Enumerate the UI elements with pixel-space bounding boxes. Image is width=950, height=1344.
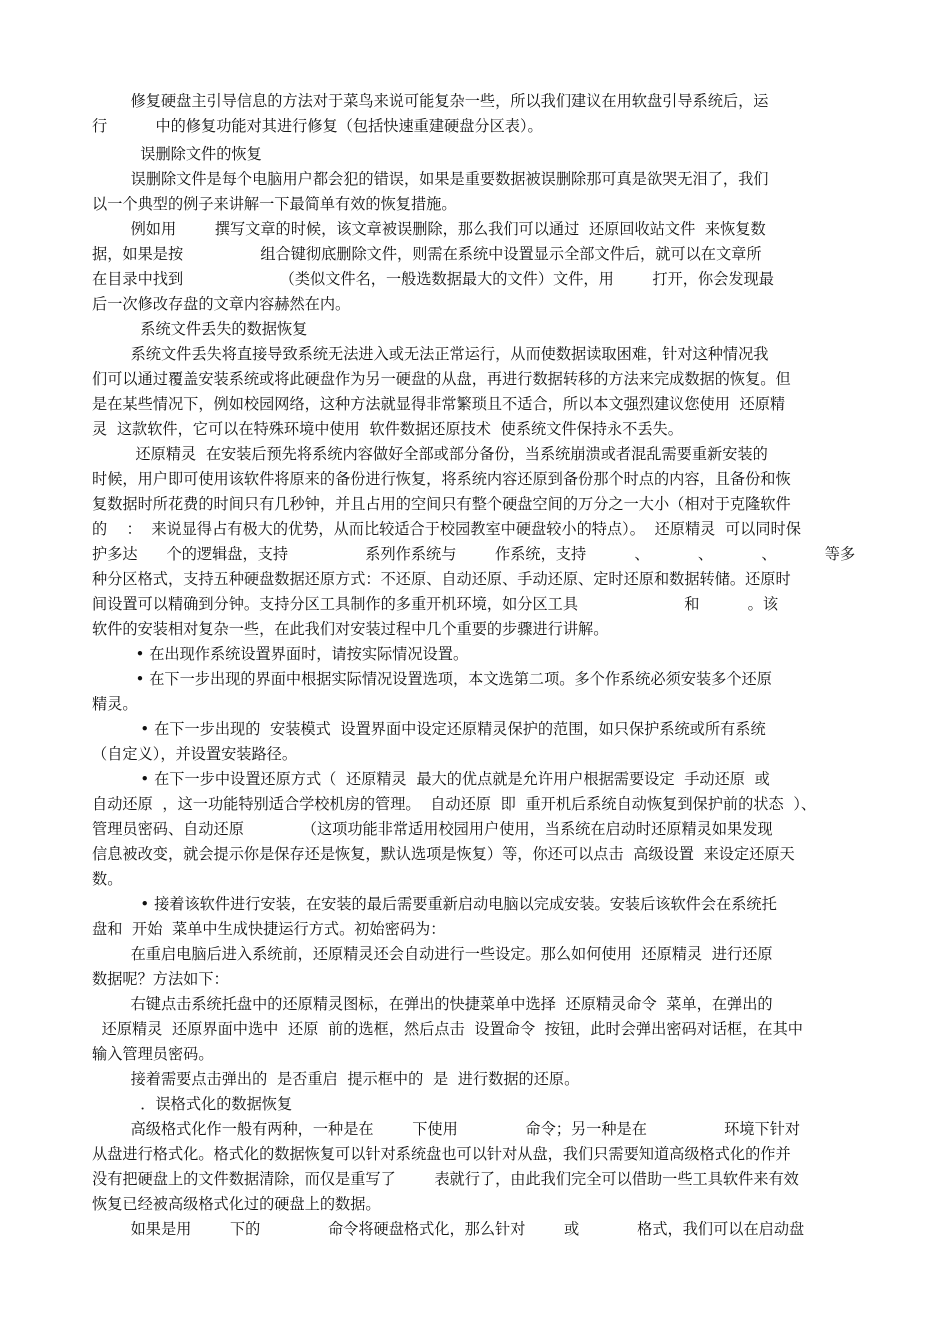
section-heading: 误删除文件的恢复 bbox=[92, 145, 262, 163]
paragraph-line: 护多达 个的逻辑盘，支持 系列作系统与 作系统，支持 、 、 、 等多 bbox=[92, 545, 856, 563]
paragraph-line: 如果是用 下的 命令将硬盘格式化，那么针对 或 格式，我们可以在启动盘 bbox=[92, 1220, 805, 1238]
paragraph-line: 间设置可以精确到分钟。支持分区工具制作的多重开机环境，如分区工具 和 。该 bbox=[92, 595, 779, 613]
paragraph-line: 软件的安装相对复杂一些，在此我们对安装过程中几个重要的步骤进行讲解。 bbox=[92, 620, 609, 638]
paragraph-line: 复数据时所花费的时间只有几秒钟，并且占用的空间只有整个硬盘空间的万分之一大小（相对于克隆软件 bbox=[92, 495, 791, 513]
paragraph-line: 种分区格式，支持五种硬盘数据还原方式：不还原、自动还原、手动还原、定时还原和数据转储。还原时 bbox=[92, 570, 791, 588]
section-heading: ．误格式化的数据恢复 bbox=[92, 1095, 293, 1113]
paragraph-line: 恢复已经被高级格式化过的硬盘上的数据。 bbox=[92, 1195, 381, 1213]
paragraph-line: 误删除文件是每个电脑用户都会犯的错误，如果是重要数据被误删除那可真是欲哭无泪了，我们 bbox=[92, 170, 769, 188]
paragraph-line: 后一次修改存盘的文章内容赫然在内。 bbox=[92, 295, 351, 313]
paragraph-line: 高级格式化作一般有两种，一种是在 下使用 命令；另一种是在 环境下针对 bbox=[92, 1120, 801, 1138]
paragraph-line: 信息被改变，就会提示你是保存还是恢复，默认选项是恢复）等，你还可以点击 高级设置 来设定还原天 bbox=[92, 845, 795, 863]
bullet-item: • 在下一步出现的界面中根据实际情况设置选项，本文选第二项。多个作系统必须安装多个还原 bbox=[92, 670, 772, 688]
paragraph-line: 数。 bbox=[92, 870, 123, 888]
paragraph-line: 右键点击系统托盘中的还原精灵图标，在弹出的快捷菜单中选择 还原精灵命令 菜单，在弹出的 bbox=[92, 995, 773, 1013]
section-heading: 系统文件丢失的数据恢复 bbox=[92, 320, 308, 338]
paragraph-line: 据，如果是按 组合键彻底删除文件，则需在系统中设置显示全部文件后，就可以在文章所 bbox=[92, 245, 762, 263]
paragraph-line: 在目录中找到 （类似文件名，一般选数据最大的文件）文件，用 打开，你会发现最 bbox=[92, 270, 774, 288]
paragraph-line: 们可以通过覆盖安装系统或将此硬盘作为另一硬盘的从盘，再进行数据转移的方法来完成数据的恢复。但 bbox=[92, 370, 791, 388]
paragraph-line: 输入管理员密码。 bbox=[92, 1045, 214, 1063]
bullet-item: • 在下一步中设置还原方式（ 还原精灵 最大的优点就是允许用户根据需要设定 手动还原 或 bbox=[92, 770, 770, 788]
paragraph-line: 行 中的修复功能对其进行修复（包括快速重建硬盘分区表）。 bbox=[92, 117, 543, 135]
paragraph-line: 管理员密码、自动还原 （这项功能非常适用校园用户使用，当系统在启动时还原精灵如果发现 bbox=[92, 820, 773, 838]
paragraph-line: 例如用 撰写文章的时候，该文章被误删除，那么我们可以通过 还原回收站文件 来恢复数 bbox=[92, 220, 766, 238]
paragraph-line: 还原精灵 在安装后预先将系统内容做好全部或部分备份，当系统崩溃或者混乱需要重新安装的 bbox=[92, 445, 768, 463]
paragraph-line: 没有把硬盘上的文件数据清除，而仅是重写了 表就行了，由此我们完全可以借助一些工具软件来有效 bbox=[92, 1170, 799, 1188]
paragraph-line: 的 ： 来说显得占有极大的优势，从而比较适合于校园教室中硬盘较小的特点）。 还原精灵 可以同时保 bbox=[92, 520, 801, 538]
paragraph-line: 自动还原 ，这一功能特别适合学校机房的管理。 自动还原 即 重开机后系统自动恢复到保护前的状态 ）、 bbox=[92, 795, 817, 813]
paragraph-line: 精灵。 bbox=[92, 695, 138, 713]
paragraph-line: 灵 这款软件，它可以在特殊环境中使用 软件数据还原技术 使系统文件保持永不丢失。 bbox=[92, 420, 683, 438]
paragraph-line: （自定义），并设置安装路径。 bbox=[92, 745, 298, 763]
bullet-item: • 接着该软件进行安装，在安装的最后需要重新启动电脑以完成安装。安装后该软件会在系统托 bbox=[92, 895, 777, 913]
paragraph-line: 数据呢？方法如下： bbox=[92, 970, 229, 988]
paragraph-line: 从盘进行格式化。格式化的数据恢复可以针对系统盘也可以针对从盘，我们只需要知道高级格式化的作并 bbox=[92, 1145, 791, 1163]
paragraph-line: 时候，用户即可使用该软件将原来的备份进行恢复，将系统内容还原到备份那个时点的内容，且备份和恢 bbox=[92, 470, 791, 488]
paragraph-line: 接着需要点击弹出的 是否重启 提示框中的 是 进行数据的还原。 bbox=[92, 1070, 580, 1088]
paragraph-line: 还原精灵 还原界面中选中 还原 前的选框，然后点击 设置命令 按钮，此时会弹出密码对话框，在其中 bbox=[92, 1020, 803, 1038]
paragraph-line: 修复硬盘主引导信息的方法对于菜鸟来说可能复杂一些，所以我们建议在用软盘引导系统后，运 bbox=[92, 92, 769, 110]
paragraph-line: 系统文件丢失将直接导致系统无法进入或无法正常运行，从而使数据读取困难，针对这种情况我 bbox=[92, 345, 769, 363]
paragraph-line: 盘和 开始 菜单中生成快捷运行方式。初始密码为： bbox=[92, 920, 446, 938]
paragraph-line: 以一个典型的例子来讲解一下最简单有效的恢复措施。 bbox=[92, 195, 457, 213]
paragraph-line: 在重启电脑后进入系统前，还原精灵还会自动进行一些设定。那么如何使用 还原精灵 进行还原 bbox=[92, 945, 773, 963]
paragraph-line: 是在某些情况下，例如校园网络，这种方法就显得非常繁琐且不适合，所以本文强烈建议您使用 还原精 bbox=[92, 395, 786, 413]
bullet-item: • 在下一步出现的 安装模式 设置界面中设定还原精灵保护的范围，如只保护系统或所有系统 bbox=[92, 720, 766, 738]
bullet-item: • 在出现作系统设置界面时，请按实际情况设置。 bbox=[92, 645, 469, 663]
